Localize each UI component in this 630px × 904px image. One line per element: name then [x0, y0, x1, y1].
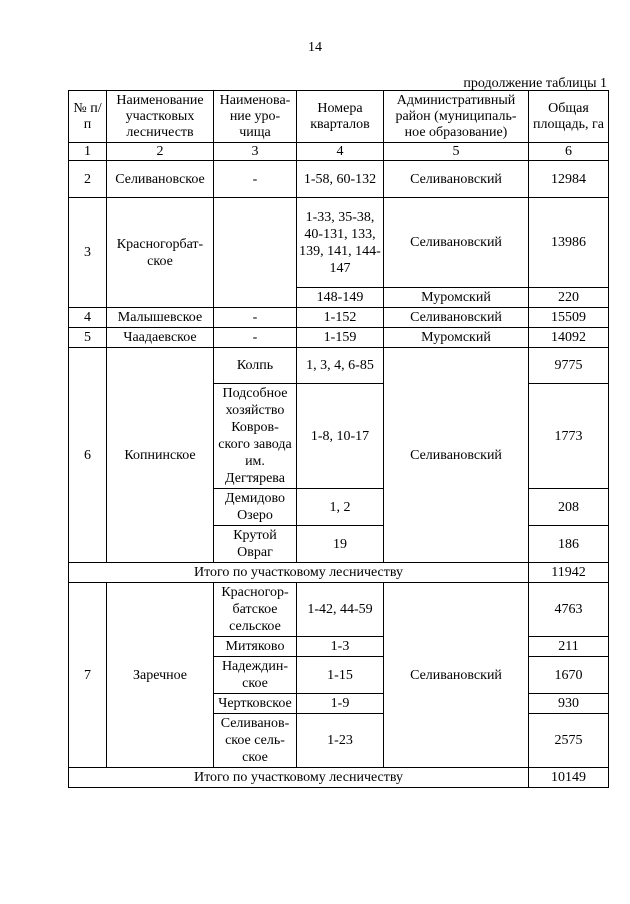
area: 211	[529, 637, 609, 657]
forestry-name: Красногорбат-ское	[107, 198, 214, 308]
table-row	[69, 198, 609, 288]
forestry-name: Копнинское	[107, 348, 214, 563]
quarters: 1, 3, 4, 6-85	[297, 348, 384, 384]
table-row	[69, 308, 609, 328]
district: Селивановский	[384, 198, 529, 288]
header-quarters: Номера кварталов	[297, 91, 384, 143]
table-continuation-label: продолжение таблицы 1	[463, 76, 607, 91]
column-number: 6	[529, 143, 609, 161]
quarters: 1-23	[297, 714, 384, 768]
quarters: 148-149	[297, 288, 384, 308]
area: 12984	[529, 161, 609, 198]
district: Муромский	[384, 288, 529, 308]
area: 1670	[529, 657, 609, 694]
tract-name: Чертковское	[214, 694, 297, 714]
table-row	[69, 348, 609, 384]
area: 186	[529, 526, 609, 563]
quarters: 1-152	[297, 308, 384, 328]
column-number: 3	[214, 143, 297, 161]
area: 4763	[529, 583, 609, 637]
tract-name: Демидово Озеро	[214, 489, 297, 526]
row-number: 7	[69, 583, 107, 768]
forestry-name: Чаадаевское	[107, 328, 214, 348]
quarters: 1-9	[297, 694, 384, 714]
district: Селивановский	[384, 583, 529, 768]
area: 9775	[529, 348, 609, 384]
quarters: 19	[297, 526, 384, 563]
tract-name: Митяково	[214, 637, 297, 657]
row-number: 5	[69, 328, 107, 348]
tract-name: Селиванов-ское сель-ское	[214, 714, 297, 768]
area: 930	[529, 694, 609, 714]
subtotal-value: 11942	[529, 563, 609, 583]
quarters: 1-159	[297, 328, 384, 348]
district: Селивановский	[384, 348, 529, 563]
tract-name: -	[214, 308, 297, 328]
table-row	[69, 583, 609, 637]
area: 15509	[529, 308, 609, 328]
district: Муромский	[384, 328, 529, 348]
area: 220	[529, 288, 609, 308]
subtotal-value: 10149	[529, 768, 609, 788]
district: Селивановский	[384, 161, 529, 198]
page-number: 14	[308, 40, 322, 55]
header-district: Административный район (муниципаль-ное образование)	[384, 91, 529, 143]
table-row	[69, 161, 609, 198]
header-area: Общая площадь, га	[529, 91, 609, 143]
area: 14092	[529, 328, 609, 348]
row-number: 6	[69, 348, 107, 563]
quarters: 1-42, 44-59	[297, 583, 384, 637]
table-row	[69, 328, 609, 348]
subtotal-label: Итого по участковому лесничеству	[69, 563, 529, 583]
row-number: 3	[69, 198, 107, 308]
quarters: 1, 2	[297, 489, 384, 526]
tract-name: -	[214, 161, 297, 198]
row-number: 4	[69, 308, 107, 328]
column-number: 4	[297, 143, 384, 161]
header-tract-name: Наименова-ние уро-чища	[214, 91, 297, 143]
tract-name: Красногор-батское сельское	[214, 583, 297, 637]
row-number: 2	[69, 161, 107, 198]
column-number: 1	[69, 143, 107, 161]
quarters: 1-58, 60-132	[297, 161, 384, 198]
area: 208	[529, 489, 609, 526]
quarters: 1-33, 35-38, 40-131, 133, 139, 141, 144-147	[297, 198, 384, 288]
tract-name: -	[214, 328, 297, 348]
column-number: 5	[384, 143, 529, 161]
forestry-name: Малышевское	[107, 308, 214, 328]
tract-name: Колпь	[214, 348, 297, 384]
tract-name: Надеждин-ское	[214, 657, 297, 694]
column-number-row	[69, 143, 609, 161]
area: 2575	[529, 714, 609, 768]
subtotal-row	[69, 768, 609, 788]
district: Селивановский	[384, 308, 529, 328]
forestry-name: Заречное	[107, 583, 214, 768]
tract-name: Подсобное хозяйство Ковров-ского завода им. Дегтярева	[214, 384, 297, 489]
forestry-table	[68, 90, 609, 788]
subtotal-label: Итого по участковому лесничеству	[69, 768, 529, 788]
area: 13986	[529, 198, 609, 288]
quarters: 1-8, 10-17	[297, 384, 384, 489]
tract-name	[214, 198, 297, 308]
subtotal-row	[69, 563, 609, 583]
quarters: 1-3	[297, 637, 384, 657]
area: 1773	[529, 384, 609, 489]
column-number: 2	[107, 143, 214, 161]
table-header-row	[69, 91, 609, 143]
tract-name: Крутой Овраг	[214, 526, 297, 563]
quarters: 1-15	[297, 657, 384, 694]
header-number: № п/п	[69, 91, 107, 143]
forestry-name: Селивановское	[107, 161, 214, 198]
header-forestry-name: Наименование участковых лесничеств	[107, 91, 214, 143]
